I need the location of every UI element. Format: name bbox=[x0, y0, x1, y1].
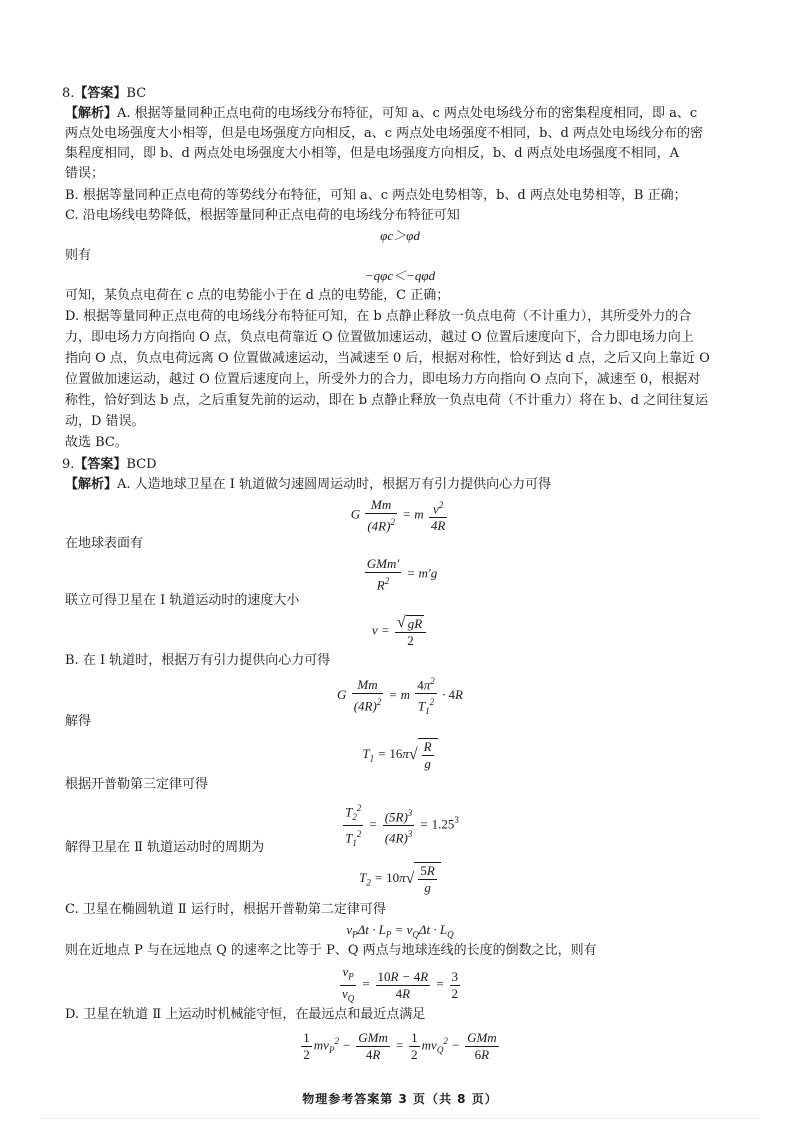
q8-analysis-line-12: 位置做加速运动，越过 O 位置后速度向上，所受外力的合力，即电场力方向指向 O 点向下，减速至 0，根据对 bbox=[65, 372, 701, 387]
q9-formula-T2: $T_2 = 10\pi√$ $\frac{5R}{g}$ bbox=[0, 862, 800, 896]
q9-analysis-line-8: C. 卫星在椭圆轨道 Ⅱ 运行时，根据开普勒第二定律可得 bbox=[65, 902, 386, 917]
q8-analysis-line-6: C. 沿电场线电势降低，根据等量同种正点电荷的电场线分布特征可知 bbox=[65, 208, 460, 223]
q9-analysis-line-5: 解得 bbox=[65, 714, 92, 729]
q9-analysis-line-6: 根据开普勒第三定律可得 bbox=[65, 777, 209, 792]
q9-formula-gravity-orbit-1: G $\frac{Mm}{(4R)^2}$ = m $\frac{v^2}{4R}$ bbox=[350, 497, 446, 534]
q8-analysis-line-2: 两点处电场强度大小相等，但是电场强度方向相反，a、c 两点处电场强度不相同，b、d 两点处电场线分布的密 bbox=[65, 126, 703, 141]
q8-analysis-line-8: 可知，某负点电荷在 c 点的电势能小于在 d 点的电势能，C 正确； bbox=[65, 288, 450, 303]
q9-formula-period-orbit-1: G $\frac{Mm}{(4R)^2}$ = m $\frac{4\pi^2}{T_1^2}$ · 4R bbox=[0, 673, 800, 719]
q9-number: 9. bbox=[62, 457, 75, 472]
q9-analysis-line-9: 则在近地点 P 与在远地点 Q 的速率之比等于 P、Q 两点与地球连线的长度的倒数之比，则有 bbox=[65, 943, 597, 958]
page-footer: 物理参考答案第 3 页（共 8 页） bbox=[302, 1092, 498, 1106]
q9-answer-line bbox=[62, 455, 157, 475]
q9-formula-kepler-3: $\frac{T_2^2}{T_1^2}$ = $\frac{(5R)^3}{(4R)^3}$ = $1.25^3$ bbox=[0, 800, 800, 851]
q9-analysis-line-1 bbox=[65, 475, 551, 495]
q9-text: A. 人造地球卫星在 Ⅰ 轨道做匀速圆周运动时，根据万有引力提供向心力可得 bbox=[117, 477, 552, 492]
q8-analysis-line-9: D. 根据等量同种正点电荷的电场线分布特征可知，在 b 点静止释放一负点电荷（不计重力），其所受外力的合 bbox=[65, 309, 692, 324]
q9-analysis-line-10: D. 卫星在轨道 Ⅱ 上运动时机械能守恒，在最远点和最近点满足 bbox=[65, 1007, 426, 1022]
q8-answer-tag: 【答案】 bbox=[74, 86, 127, 101]
q8-equation-1: φc＞φd bbox=[380, 228, 420, 243]
q8-answer-line bbox=[62, 84, 146, 104]
q8-analysis-line-7: 则有 bbox=[65, 248, 92, 263]
q9-formula-kepler-2: $v_P\Delta t \cdot L_P = v_Q\Delta t \cdot L_Q$ bbox=[346, 922, 454, 940]
q8-analysis-line-4: 错误； bbox=[65, 166, 105, 181]
bottom-divider bbox=[40, 1118, 760, 1119]
q9-formula-surface-gravity: $\frac{\text{GMm′}}{R^2}$ = m′g bbox=[366, 556, 438, 593]
q9-analysis-line-4: B. 在 Ⅰ 轨道时，根据万有引力提供向心力可得 bbox=[65, 653, 331, 668]
q8-text: A. 根据等量同种正点电荷的电场线分布特征，可知 a、c 两点处电场线分布的密集程度相同，即 a、c bbox=[117, 106, 698, 121]
q9-formula-T1: $T_1 = 16\pi√$ $\frac{R}{g}$ bbox=[0, 738, 800, 772]
q9-answer-tag: 【答案】 bbox=[74, 457, 127, 472]
q8-number: 8. bbox=[62, 86, 75, 101]
q8-conclusion: 故选 BC。 bbox=[65, 435, 128, 450]
q9-analysis-line-3: 联立可得卫星在 Ⅰ 轨道运动时的速度大小 bbox=[65, 593, 300, 608]
q9-formula-velocity: v = $\frac{√ gR}{2}$ bbox=[0, 614, 800, 649]
q8-analysis-line-11: 指向 O 点，负点电荷远离 O 位置做减速运动，当减速至 0 后，根据对称性，恰好到达 d 点，之后又向上靠近 O bbox=[65, 351, 710, 366]
q8-analysis-line-5: B. 根据等量同种正点电荷的等势线分布特征，可知 a、c 两点处电势相等，b、d 两点处电势相等，B 正确； bbox=[65, 188, 687, 203]
q8-analysis-line-10: 力，即电场力方向指向 O 点，负点电荷靠近 O 位置做加速运动，越过 O 位置后速度向下，合力即电场力向上 bbox=[65, 330, 694, 345]
q8-analysis-line-13: 称性，恰好到达 b 点，之后重复先前的运动，即在 b 点静止释放一负点电荷（不计重力）将在 b、d 之间往复运 bbox=[65, 393, 709, 408]
q9-analysis-line-2: 在地球表面有 bbox=[65, 536, 144, 551]
q9-formula-energy-conservation: $\frac{1}{2}$ $mv_P^2$ − $\frac{\text{GMm}}{4R}$ = $\frac{1}{2}$ $mv_Q^2$ − $\frac{\text{GMm}}{6R}$ bbox=[303, 1030, 497, 1062]
q8-equation-2: −qφc＜−qφd bbox=[364, 268, 436, 283]
q8-analysis-line-14: 动，D 错误。 bbox=[65, 414, 145, 429]
q8-analysis-line-1 bbox=[65, 104, 697, 124]
q9-formula-speed-ratio: $\frac{v_P}{v_Q}$ = $\frac{10R - 4R}{4R}$ = $\frac{3}{2}$ bbox=[341, 964, 458, 1004]
q8-answer: BC bbox=[126, 86, 147, 101]
q9-analysis-tag: 【解析】 bbox=[65, 477, 118, 492]
q8-analysis-tag: 【解析】 bbox=[65, 106, 118, 121]
q8-analysis-line-3: 集程度相同，即 b、d 两点处电场强度大小相等，但是电场强度方向相反，b、d 两点处电场强度不相同，A bbox=[65, 146, 680, 161]
q9-answer: BCD bbox=[126, 457, 157, 472]
q9-analysis-line-7: 解得卫星在 Ⅱ 轨道运动时的周期为 bbox=[65, 840, 265, 855]
